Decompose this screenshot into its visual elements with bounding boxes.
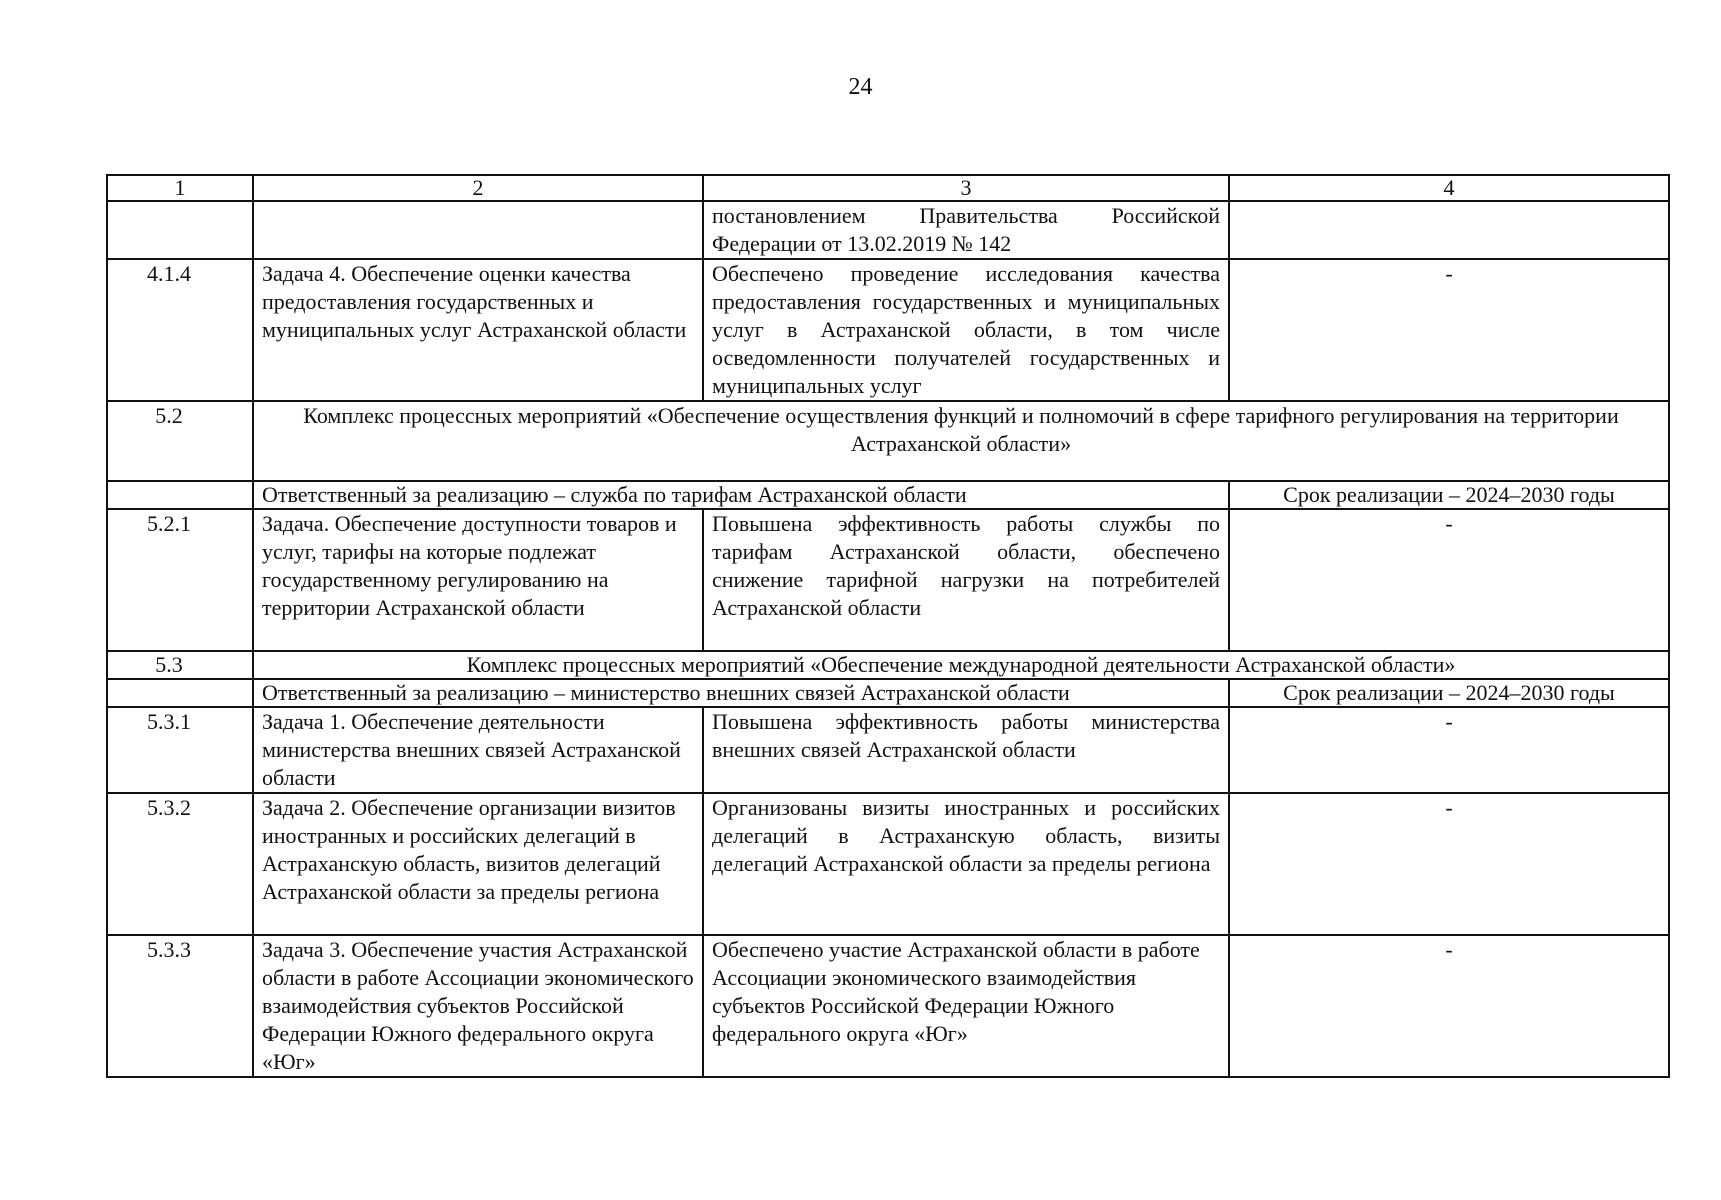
responsible-cell: Ответственный за реализацию – министерство внешних связей Астраханской области — [253, 679, 1229, 707]
note-cell: - — [1229, 793, 1669, 935]
task-cell: Задача 3. Обеспечение участия Астраханской области в работе Ассоциации экономического взаимодействия субъектов Российской Федерации Южного федерального округа «Юг» — [253, 935, 703, 1077]
result-cell: Повышена эффективность работы службы по тарифам Астраханской области, обеспечено снижение тарифной нагрузки на потребителей Астраханской области — [703, 509, 1229, 651]
term-cell: Срок реализации – 2024–2030 годы — [1229, 481, 1669, 509]
table-row — [107, 509, 1669, 651]
result-cell: Обеспечено участие Астраханской области в работе Ассоциации экономического взаимодействия субъектов Российской Федерации Южного федерального округа «Юг» — [703, 935, 1229, 1077]
num-cell: 5.3.3 — [107, 935, 253, 1077]
section-title: Комплекс процессных мероприятий «Обеспечение осуществления функций и полномочий в сфере тарифного регулирования на территории Астраханской области» — [253, 401, 1669, 481]
num-cell — [107, 481, 253, 509]
num-cell: 5.3.1 — [107, 707, 253, 793]
section-row — [107, 401, 1669, 481]
note-cell: - — [1229, 509, 1669, 651]
program-table — [106, 174, 1668, 1078]
num-cell: 5.3 — [107, 651, 253, 679]
task-cell: Задача 2. Обеспечение организации визитов иностранных и российских делегаций в Астраханскую область, визитов делегаций Астраханской области за пределы региона — [253, 793, 703, 935]
table-row — [107, 935, 1669, 1077]
result-cell: Повышена эффективность работы министерства внешних связей Астраханской области — [703, 707, 1229, 793]
page-number: 24 — [848, 74, 873, 100]
note-cell: - — [1229, 707, 1669, 793]
result-cell: Организованы визиты иностранных и российских делегаций в Астраханскую область, визиты делегаций Астраханской области за пределы региона — [703, 793, 1229, 935]
table-row — [107, 793, 1669, 935]
num-cell: 4.1.4 — [107, 259, 253, 401]
section-title: Комплекс процессных мероприятий «Обеспечение международной деятельности Астраханской области» — [253, 651, 1669, 679]
table-row — [107, 259, 1669, 401]
num-cell — [107, 679, 253, 707]
note-cell: - — [1229, 935, 1669, 1077]
table-row — [107, 707, 1669, 793]
header-cell-2: 2 — [253, 175, 703, 201]
table-row — [107, 201, 1669, 259]
task-cell: Задача 1. Обеспечение деятельности министерства внешних связей Астраханской области — [253, 707, 703, 793]
table-header-row — [107, 175, 1669, 201]
header-cell-1: 1 — [107, 175, 253, 201]
note-cell: - — [1229, 259, 1669, 401]
task-cell: Задача. Обеспечение доступности товаров и услуг, тарифы на которые подлежат государственному регулированию на территории Астраханской области — [253, 509, 703, 651]
note-cell — [1229, 201, 1669, 259]
num-cell: 5.2.1 — [107, 509, 253, 651]
responsible-row — [107, 679, 1669, 707]
num-cell — [107, 201, 253, 259]
header-cell-3: 3 — [703, 175, 1229, 201]
responsible-row — [107, 481, 1669, 509]
task-cell — [253, 201, 703, 259]
term-cell: Срок реализации – 2024–2030 годы — [1229, 679, 1669, 707]
responsible-cell: Ответственный за реализацию – служба по тарифам Астраханской области — [253, 481, 1229, 509]
header-cell-4: 4 — [1229, 175, 1669, 201]
num-cell: 5.3.2 — [107, 793, 253, 935]
section-row — [107, 651, 1669, 679]
result-cell: постановлением Правительства Российской Федерации от 13.02.2019 № 142 — [703, 201, 1229, 259]
num-cell: 5.2 — [107, 401, 253, 481]
result-cell: Обеспечено проведение исследования качества предоставления государственных и муниципальных услуг в Астраханской области, в том числе осведомленности получателей государственных и муниципальных услуг — [703, 259, 1229, 401]
task-cell: Задача 4. Обеспечение оценки качества предоставления государственных и муниципальных услуг Астраханской области — [253, 259, 703, 401]
